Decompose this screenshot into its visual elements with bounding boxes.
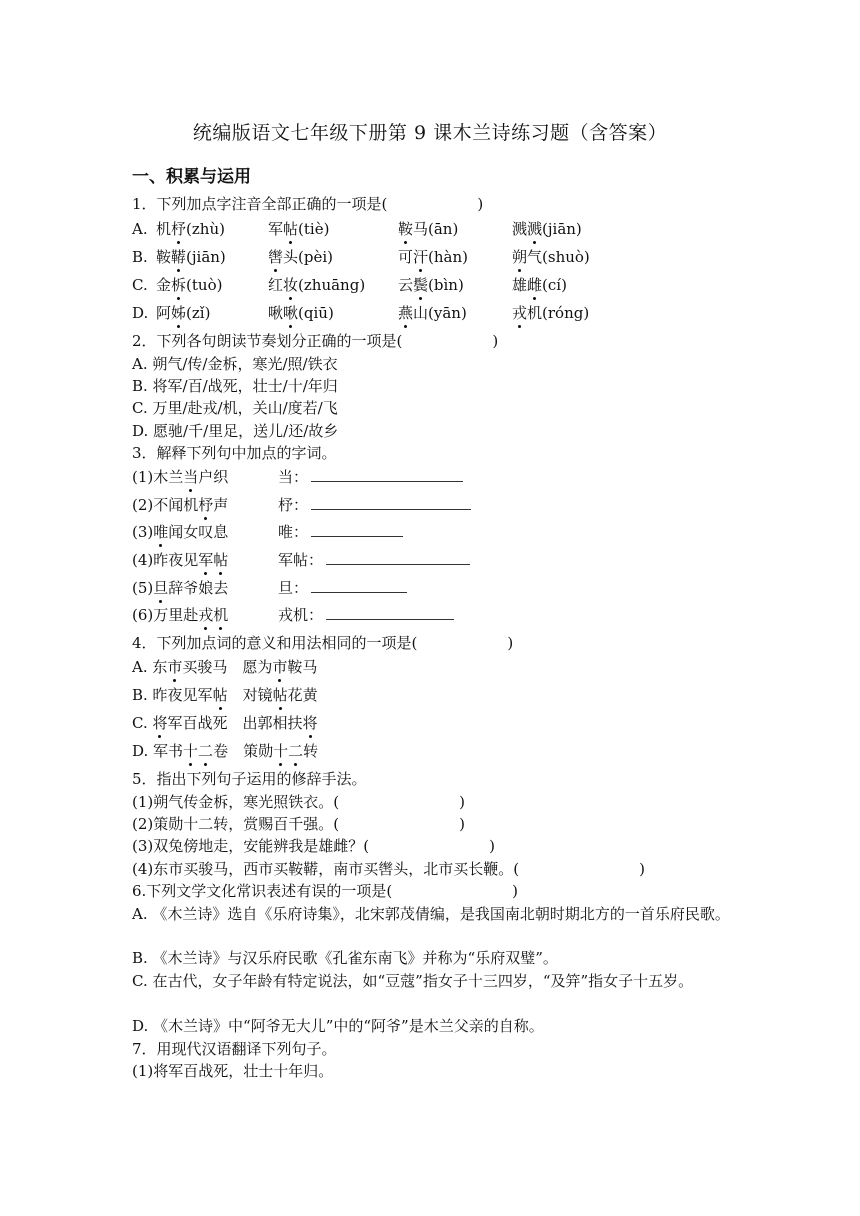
q1-option-a: A. 机杼(zhù) 军帖(tiè) 鞍马(ān) 溅溅(jiān) <box>132 220 582 238</box>
q1-option-b: B. 鞍鞯(jiān) 辔头(pèi) 可汗(hàn) 朔气(shuò) <box>132 248 590 266</box>
q3-item: (2)不闻机杼声 杼： <box>132 495 228 515</box>
q5-stem: 5．指出下列句子运用的修辞手法。 <box>132 770 367 788</box>
q3-item: (3)唯闻女叹息 唯： <box>132 522 228 542</box>
q1-option-d: D. 阿姊(zǐ) 啾啾(qiū) 燕山(yān) 戎机(róng) <box>132 304 590 322</box>
q4-stem: 4．下列加点词的意义和用法相同的一项是( ) <box>132 634 514 652</box>
q3-item: (1)木兰当户织 当： <box>132 467 228 487</box>
q3-stem: 3．解释下列句中加点的字词。 <box>132 444 337 462</box>
q2-option-d: D. 愿驰/千/里足，送儿/还/故乡 <box>132 422 339 440</box>
q2-stem: 2．下列各句朗读节奏划分正确的一项是( ) <box>132 332 499 350</box>
q6-option-d: D. 《木兰诗》中“阿爷无大儿”中的“阿爷”是木兰父亲的自称。 <box>132 1017 544 1035</box>
q4-option-a: A. 东市买骏马 愿为市鞍马 <box>132 658 318 676</box>
q6-option-a: A. 《木兰诗》选自《乐府诗集》，北宋郭茂倩编，是我国南北朝时期北方的一首乐府民歌。 <box>132 905 730 923</box>
section-heading: 一、积累与运用 <box>132 167 251 187</box>
q2-option-b: B. 将军/百/战死，壮士/十/年归 <box>132 377 338 395</box>
q7-item: (1)将军百战死，壮士十年归。 <box>132 1062 334 1080</box>
q3-item: (4)昨夜见军帖 军帖： <box>132 550 228 570</box>
q6-option-c: C. 在古代，女子年龄有特定说法，如“豆蔻”指女子十三四岁，“及笄”指女子十五岁。 <box>132 972 694 990</box>
q5-item: (4)东市买骏马，西市买鞍鞯，南市买辔头，北市买长鞭。( ) <box>132 860 645 878</box>
q6-option-b: B. 《木兰诗》与汉乐府民歌《孔雀东南飞》并称为“乐府双璧”。 <box>132 949 558 967</box>
q5-item: (2)策勋十二转，赏赐百千强。( ) <box>132 815 465 833</box>
q6-stem: 6.下列文学文化常识表述有误的一项是( ) <box>132 882 519 900</box>
q3-item: (5)旦辞爷娘去 旦： <box>132 578 228 598</box>
q5-item: (3)双兔傍地走，安能辨我是雄雌？( ) <box>132 837 495 855</box>
q7-stem: 7．用现代汉语翻译下列句子。 <box>132 1040 337 1058</box>
q1-option-c: C. 金柝(tuò) 红妆(zhuāng) 云鬓(bìn) 雄雌(cí) <box>132 276 567 294</box>
q3-item: (6)万里赴戎机 戎机： <box>132 605 228 625</box>
q2-option-a: A. 朔气/传/金柝，寒光/照/铁衣 <box>132 355 338 373</box>
q2-option-c: C. 万里/赴戎/机，关山/度若/飞 <box>132 399 338 417</box>
q4-option-b: B. 昨夜见军帖 对镜帖花黄 <box>132 686 318 704</box>
q4-option-c: C. 将军百战死 出郭相扶将 <box>132 714 318 732</box>
q4-option-d: D. 军书十二卷 策勋十二转 <box>132 742 319 760</box>
q5-item: (1)朔气传金柝，寒光照铁衣。( ) <box>132 793 465 811</box>
page-title: 统编版语文七年级下册第 9 课木兰诗练习题（含答案） <box>192 122 668 144</box>
q1-stem: 1．下列加点字注音全部正确的一项是( ) <box>132 195 484 213</box>
